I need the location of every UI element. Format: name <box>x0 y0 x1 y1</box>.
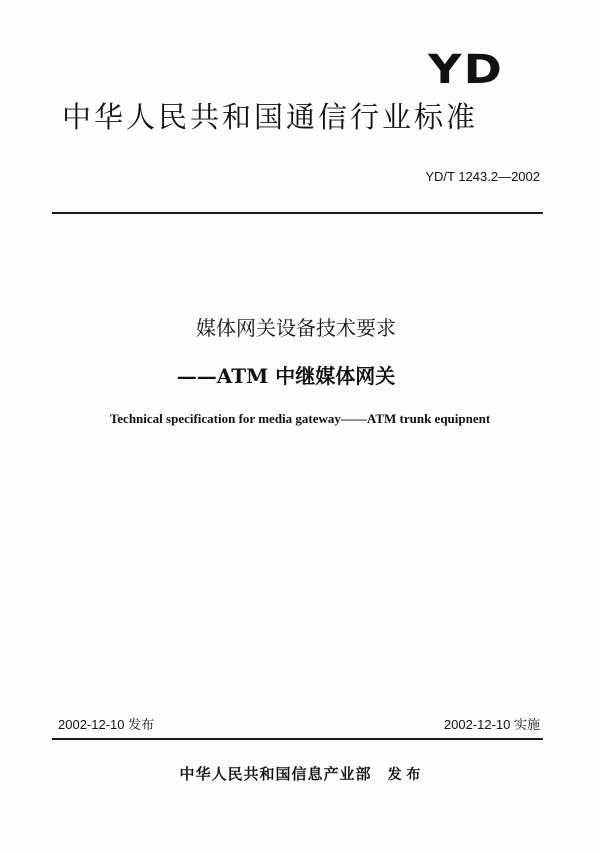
publisher-name: 中华人民共和国信息产业部 <box>179 765 372 783</box>
english-title: Technical specification for media gateway——ATM trunk equipnent <box>109 411 491 426</box>
standard-category-title: 中华人民共和国通信行业标准 <box>62 100 479 134</box>
implementation-date: 2002-12-10 实施 <box>443 717 540 732</box>
top-divider <box>52 212 543 214</box>
chinese-title: 媒体网关设备技术要求 <box>196 316 396 340</box>
standard-number: YD/T 1243.2—2002 <box>425 169 540 184</box>
yd-logo: YD <box>427 47 504 93</box>
issue-date: 2002-12-10 发布 <box>58 717 155 732</box>
bottom-divider <box>52 738 543 740</box>
publish-label: 发 布 <box>387 767 421 783</box>
publisher-row <box>0 766 600 782</box>
chinese-subtitle: ——ATM 中继媒体网关 <box>176 364 396 388</box>
